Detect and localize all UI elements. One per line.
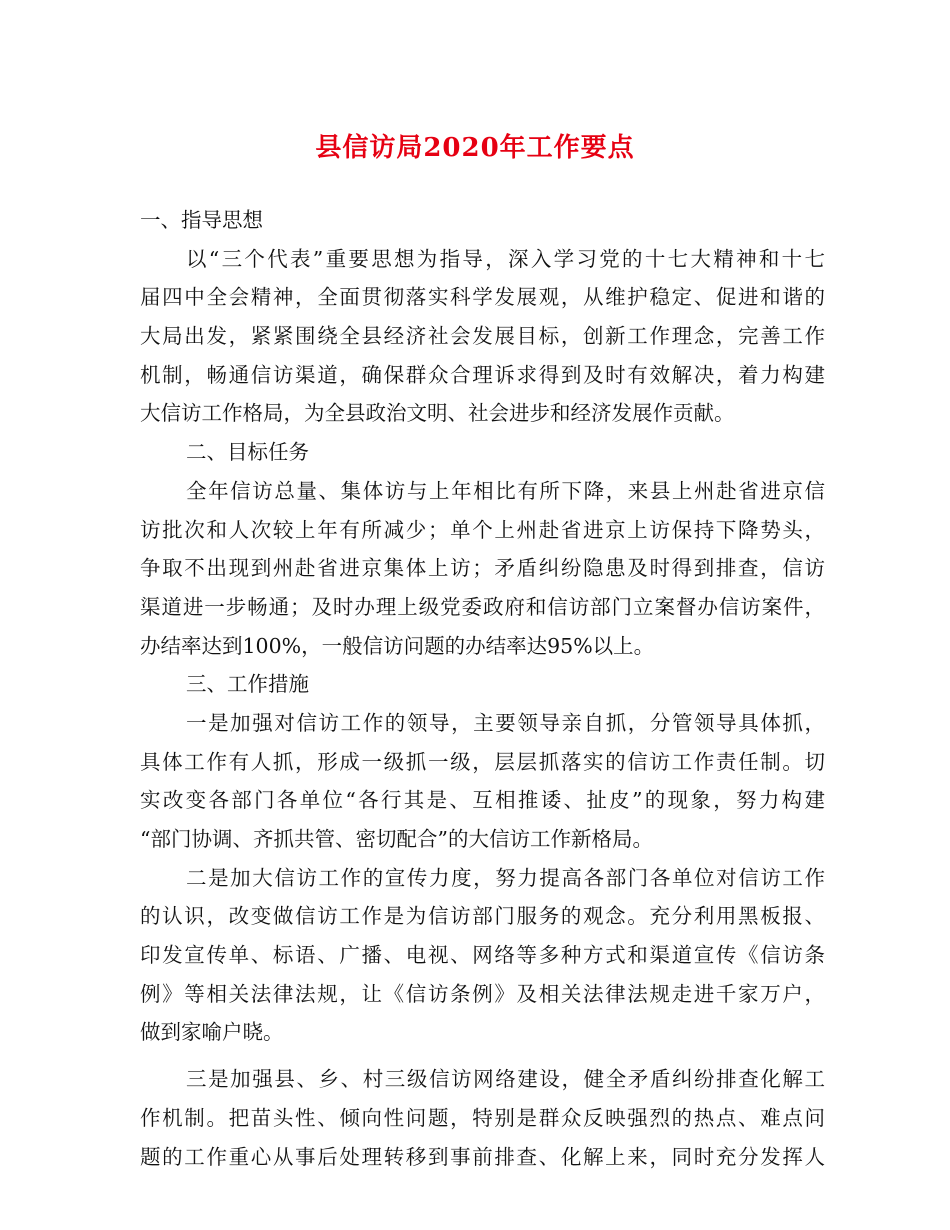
paragraph-line: 二是加大信访工作的宣传力度，努力提高各部门各单位对信访工作 — [186, 865, 825, 890]
paragraph-line: 的认识，改变做信访工作是为信访部门服务的观念。充分利用黑板报、 — [140, 904, 825, 929]
paragraph-line: 三是加强县、乡、村三级信访网络建设，健全矛盾纠纷排查化解工 — [186, 1067, 825, 1092]
paragraph-line: 作机制。把苗头性、倾向性问题，特别是群众反映强烈的热点、难点问 — [140, 1105, 825, 1130]
paragraph-line: 机制，畅通信访渠道，确保群众合理诉求得到及时有效解决，着力构建 — [140, 362, 825, 387]
paragraph-line: 具体工作有人抓，形成一级抓一级，层层抓落实的信访工作责任制。切 — [140, 749, 825, 774]
paragraph-line: 渠道进一步畅通；及时办理上级党委政府和信访部门立案督办信访案件， — [140, 594, 825, 619]
paragraph-line: 一是加强对信访工作的领导，主要领导亲自抓，分管领导具体抓， — [186, 710, 825, 735]
paragraph-line: 题的工作重心从事后处理转移到事前排查、化解上来，同时充分发挥人 — [140, 1144, 825, 1169]
paragraph-line: 例》等相关法律法规，让《信访条例》及相关法律法规走进千家万户， — [140, 981, 825, 1006]
section-heading: 一、指导思想 — [140, 208, 263, 232]
paragraph-spacer — [140, 1052, 825, 1060]
section-heading: 二、目标任务 — [186, 440, 309, 465]
paragraph-line: 大信访工作格局，为全县政治文明、社会进步和经济发展作贡献。 — [140, 401, 735, 426]
paragraph-line: 全年信访总量、集体访与上年相比有所下降，来县上州赴省进京信 — [186, 478, 825, 503]
paragraph-line: 印发宣传单、标语、广播、电视、网络等多种方式和渠道宣传《信访条 — [140, 943, 825, 968]
paragraph-line: 届四中全会精神，全面贯彻落实科学发展观，从维护稳定、促进和谐的 — [140, 285, 825, 310]
paragraph-line: “部门协调、齐抓共管、密切配合”的大信访工作新格局。 — [140, 827, 653, 851]
paragraph-line: 访批次和人次较上年有所减少；单个上州赴省进京上访保持下降势头， — [140, 517, 825, 542]
paragraph-line: 以“三个代表”重要思想为指导，深入学习党的十七大精神和十七 — [186, 246, 825, 271]
paragraph-line: 大局出发，紧紧围绕全县经济社会发展目标，创新工作理念，完善工作 — [140, 324, 825, 349]
paragraph-line: 争取不出现到州赴省进京集体上访；矛盾纠纷隐患及时得到排查，信访 — [140, 556, 825, 581]
document-title: 县信访局2020年工作要点 — [315, 133, 635, 163]
paragraph-line: 实改变各部门各单位“各行其是、互相推诿、扯皮”的现象，努力构建 — [140, 788, 825, 813]
document-body — [140, 201, 825, 1176]
section-heading: 三、工作措施 — [186, 672, 309, 697]
paragraph-line: 办结率达到100%，一般信访问题的办结率达95%以上。 — [140, 633, 655, 658]
paragraph-line: 做到家喻户晓。 — [140, 1020, 284, 1045]
